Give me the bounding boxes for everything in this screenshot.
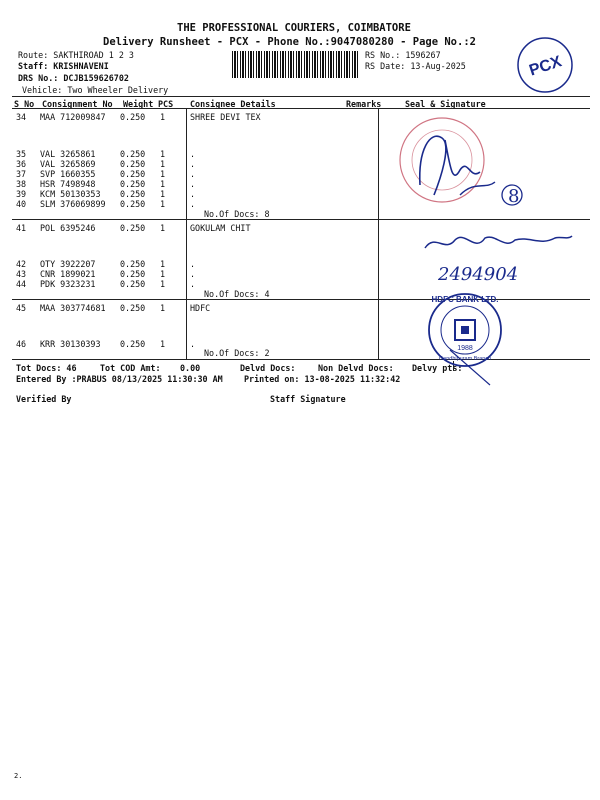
col-seal-signature: Seal & Signature [405,99,486,109]
staff: Staff: KRISHNAVENI [18,61,109,71]
consignee-detail: . [190,179,196,189]
sno: 45 [16,303,27,313]
weight: 0.250 [120,112,146,122]
docs-count: No.Of Docs: 8 [204,209,270,219]
consignee-name: SHREE DEVI TEX [190,112,261,122]
bank-stamp-year: 1988 [457,345,473,352]
pcs: 1 [160,149,166,159]
pcs: 1 [160,189,166,199]
consignment-no: HSR 7498948 [40,179,96,189]
pcx-stamp-text: PCX [527,53,564,80]
weight: 0.250 [120,223,146,233]
pcs: 1 [160,179,166,189]
consignee-detail: . [190,279,196,289]
weight: 0.250 [120,149,146,159]
non-delivered-docs: Non Delvd Docs: [318,363,394,373]
consignment-no: SLM 376069899 [40,199,106,209]
weight: 0.250 [120,303,146,313]
handwritten-number: 2494904 [438,264,519,285]
consignee-name: HDFC [190,303,211,313]
weight: 0.250 [120,339,146,349]
total-cod-label: Tot COD Amt: [100,363,161,373]
weight: 0.250 [120,269,146,279]
consignee-detail: . [190,199,196,209]
weight: 0.250 [120,159,146,169]
consignee-detail: . [190,259,196,269]
entered-by: Entered By :PRABUS 08/13/2025 11:30:30 AM [16,374,223,384]
consignment-no: MAA 712009847 [40,112,106,122]
sno: 35 [16,149,27,159]
consignment-no: OTY 3922207 [40,259,96,269]
consignment-no: KRR 30130393 [40,339,101,349]
total-docs: Tot Docs: 46 [16,363,77,373]
pcs: 1 [160,169,166,179]
consignment-no: POL 6395246 [40,223,96,233]
pcs: 1 [160,199,166,209]
col-divider [378,108,379,360]
page-mark: 2. [14,772,23,780]
weight: 0.250 [120,279,146,289]
pcs: 1 [160,269,166,279]
weight: 0.250 [120,259,146,269]
route: Route: SAKTHIROAD 1 2 3 [18,50,134,60]
weight: 0.250 [120,169,146,179]
consignment-no: KCM 50130353 [40,189,101,199]
sno: 34 [16,112,27,122]
consignment-no: PDK 9323231 [40,279,96,289]
docs-count: No.Of Docs: 2 [204,348,270,358]
sno: 39 [16,189,27,199]
sno: 38 [16,179,27,189]
col-remarks: Remarks [346,99,382,109]
col-consignment: Consignment No [42,99,113,109]
consignee-detail: . [190,339,196,349]
col-weight: Weight [123,99,154,109]
bank-stamp [420,290,510,385]
staff-signature: Staff Signature [270,394,346,404]
sno: 44 [16,279,27,289]
header-rule-top [12,96,590,97]
bank-stamp-branch: Gandhipuram Branch [438,356,492,362]
pcs: 1 [160,303,166,313]
pcs: 1 [160,259,166,269]
weight: 0.250 [120,189,146,199]
consignment-no: CNR 1899021 [40,269,96,279]
consignment-no: SVP 1660355 [40,169,96,179]
pcs: 1 [160,159,166,169]
pcs: 1 [160,112,166,122]
total-cod-amount: 0.00 [180,363,201,373]
signature-seal-1 [390,110,540,220]
pcx-stamp [510,30,580,100]
sno: 36 [16,159,27,169]
header-rule-bottom [12,108,590,109]
consignee-detail: . [190,189,196,199]
consignment-no: VAL 3265869 [40,159,96,169]
sno: 42 [16,259,27,269]
sno: 41 [16,223,27,233]
barcode [232,51,360,78]
sno: 40 [16,199,27,209]
consignee-detail: . [190,159,196,169]
pcs: 1 [160,339,166,349]
verified-by: Verified By [16,394,72,404]
sno: 43 [16,269,27,279]
consignment-no: MAA 303774681 [40,303,106,313]
col-divider [186,108,187,360]
printed-on: Printed on: 13-08-2025 11:32:42 [244,374,401,384]
weight: 0.250 [120,199,146,209]
sno: 37 [16,169,27,179]
consignee-detail: . [190,269,196,279]
consignee-name: GOKULAM CHIT [190,223,251,233]
delivery-points: Delvy pts: [412,363,463,373]
handwritten-8: 8 [508,186,520,207]
weight: 0.250 [120,179,146,189]
rs-number: RS No.: 1596267 [365,50,441,60]
bank-stamp-text: HDFC BANK LTD. [431,295,499,304]
docs-count: No.Of Docs: 4 [204,289,270,299]
delivered-docs: Delvd Docs: [240,363,296,373]
pcs: 1 [160,223,166,233]
col-pcs: PCS [158,99,174,109]
rs-date: RS Date: 13-Aug-2025 [365,61,466,71]
handwritten-note [420,228,580,288]
company-name: THE PROFESSIONAL COURIERS, COIMBATORE [177,22,411,34]
vehicle: Vehicle: Two Wheeler Delivery [22,85,169,95]
col-consignee: Consignee Details [190,99,276,109]
runsheet-title: Delivery Runsheet - PCX - Phone No.:9047080280 - Page No.:2 [103,36,476,48]
sno: 46 [16,339,27,349]
pcs: 1 [160,279,166,289]
col-sno: S No [14,99,35,109]
consignee-detail: . [190,169,196,179]
consignment-no: VAL 3265861 [40,149,96,159]
drs-number: DRS No.: DCJB159626702 [18,73,129,83]
consignee-detail: . [190,149,196,159]
